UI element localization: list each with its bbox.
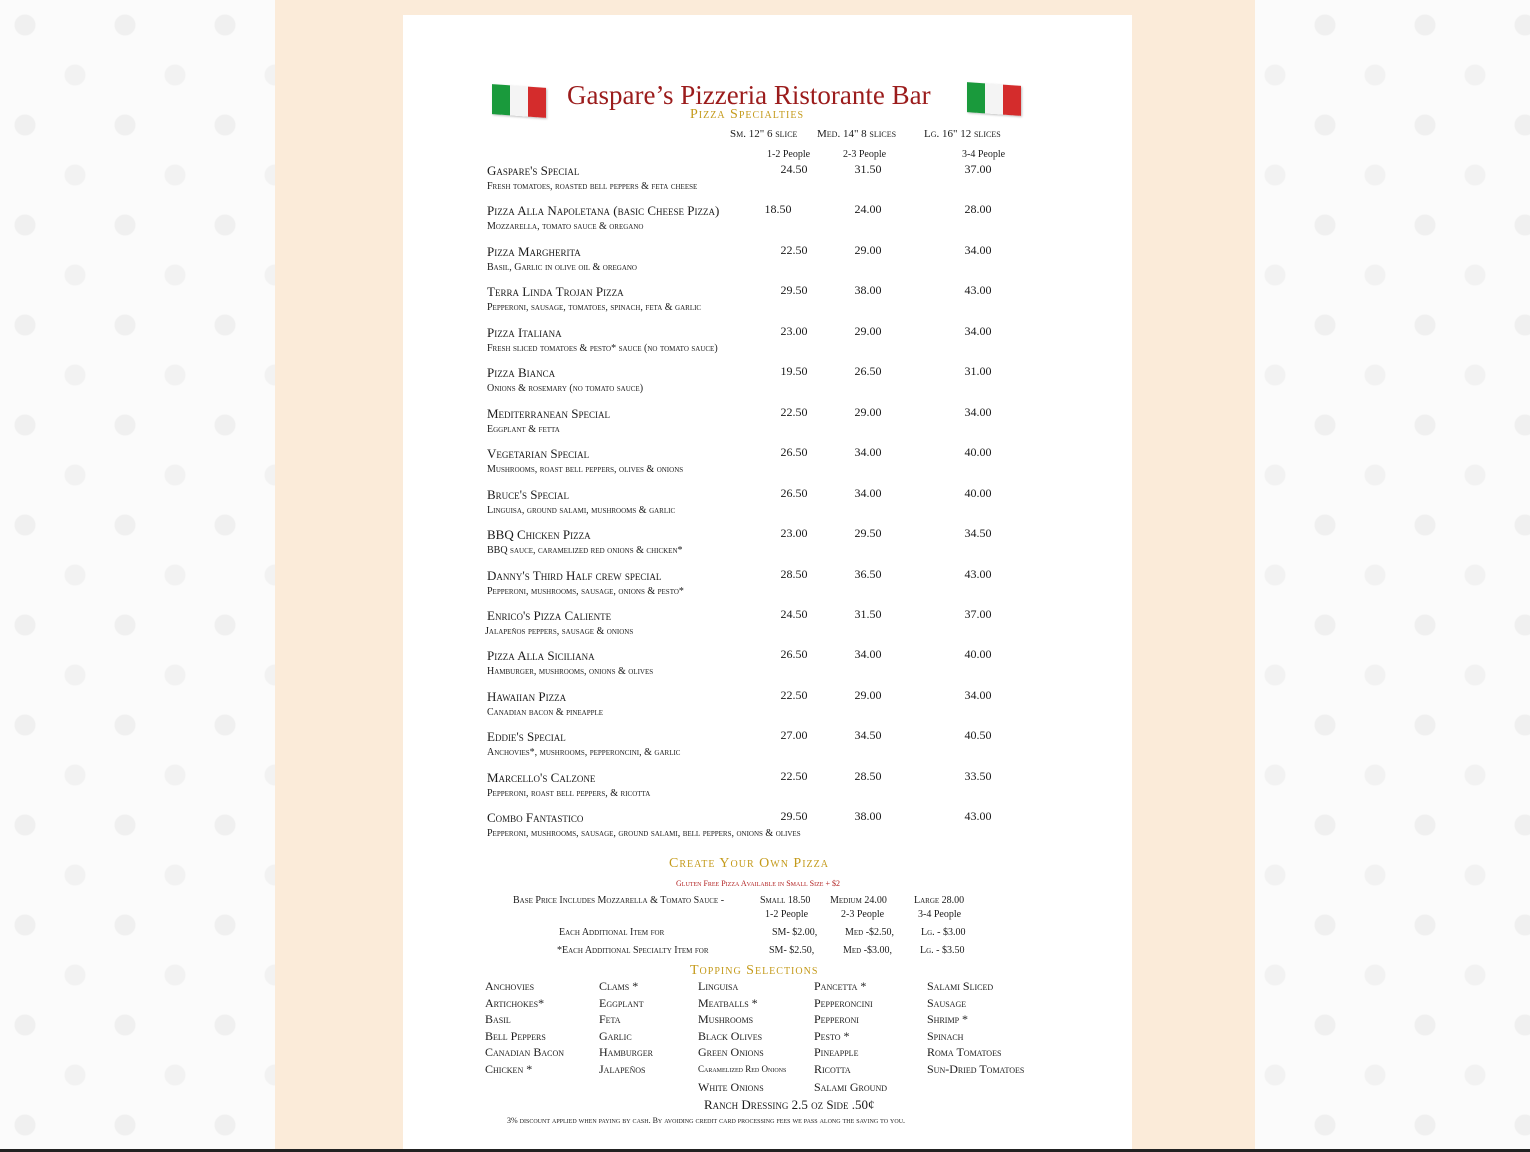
toppings-title: Topping Selections [690,963,819,978]
price-large: 37.00 [964,607,992,621]
price-small: 24.50 [780,162,808,176]
price-large: 28.00 [964,202,992,216]
price-large: 40.00 [964,486,992,500]
gluten-free-note: Gluten Free Pizza Available in Small Size + $2 [676,879,840,888]
additional-item-large: Lg. - $3.00 [921,927,966,938]
topping-item: Basil [485,1012,511,1026]
price-small: 22.50 [780,405,808,419]
size-header-large: Lg. 16" 12 slices [924,128,1001,140]
price-small: 28.50 [780,567,808,581]
price-small: 24.50 [780,607,808,621]
price-large: 43.00 [964,567,992,581]
price-medium: 29.00 [854,405,882,419]
pizza-description: Pepperoni, mushrooms, sausage, ground salami, bell peppers, onions & olives [487,828,801,839]
price-small: 19.50 [780,364,808,378]
topping-item: Mushrooms [698,1012,754,1026]
price-medium: 34.00 [854,486,882,500]
cyo-title: Create Your Own Pizza [669,856,829,871]
pizza-description: Pepperoni, sausage, tomatoes, spinach, feta & garlic [487,302,702,313]
price-large: 43.00 [964,283,992,297]
price-small: 26.50 [780,445,808,459]
price-medium: 34.00 [854,445,882,459]
size-header-medium: Med. 14" 8 slices [817,128,897,140]
topping-item: Bell Peppers [485,1029,546,1043]
topping-item: Roma Tomatoes [927,1045,1002,1059]
topping-item: Spinach [927,1029,964,1043]
pizza-description: Mushrooms, roast bell peppers, olives & onions [487,464,684,475]
topping-item: Shrimp * [927,1012,969,1026]
pizza-name: Bruce's Special [487,487,570,502]
price-medium: 34.50 [854,728,882,742]
price-large: 33.50 [964,769,992,783]
price-large: 40.00 [964,647,992,661]
people-large: 3-4 People [962,149,1006,160]
people-medium: 2-3 People [843,149,887,160]
topping-item: Jalapeños [599,1062,646,1076]
topping-item: Feta [599,1012,621,1026]
price-large: 34.00 [964,405,992,419]
pizza-name: Pizza Bianca [487,365,556,380]
pizza-description: Hamburger, mushrooms, onions & olives [487,666,654,677]
specialty-item-large: Lg. - $3.50 [920,945,965,956]
pizza-description: Jalapeños peppers, sausage & onions [485,626,634,637]
price-medium: 29.00 [854,688,882,702]
price-medium: 34.00 [854,647,882,661]
italian-flag-icon-right [967,82,1021,116]
pizza-description: Pepperoni, mushrooms, sausage, onions & pesto* [487,586,684,597]
pizza-description: Basil, Garlic in olive oil & oregano [487,262,637,273]
cyo-people-medium: 2-3 People [841,909,885,920]
price-medium: 31.50 [854,162,882,176]
price-small: 23.00 [780,526,808,540]
topping-item: Garlic [599,1029,632,1043]
price-medium: 38.00 [854,283,882,297]
topping-item: Chicken * [485,1062,533,1076]
base-price-medium: Medium 24.00 [830,895,887,906]
price-large: 43.00 [964,809,992,823]
pizza-description: Linguisa, ground salami, mushrooms & garlic [487,505,676,516]
additional-item-medium: Med -$2.50, [845,927,895,938]
topping-item: Pepperoncini [814,996,873,1010]
price-large: 34.00 [964,243,992,257]
pizza-name: Hawaiian Pizza [487,689,567,704]
price-small: 26.50 [780,486,808,500]
topping-item: Salami Ground [814,1080,888,1094]
people-small: 1-2 People [767,149,811,160]
topping-item: Canadian Bacon [485,1045,565,1059]
pizza-description: Mozzarella, tomato sauce & oregano [487,221,644,232]
price-medium: 29.00 [854,324,882,338]
pizza-description: Eggplant & fetta [487,424,560,435]
pizza-description: Fresh sliced tomatoes & pesto* sauce (no tomato sauce) [487,343,718,354]
italian-flag-icon-left [492,84,546,118]
topping-item: Ricotta [814,1062,851,1076]
pizza-name: Pizza Margherita [487,244,581,259]
topping-item: Sun-Dried Tomatoes [927,1062,1025,1076]
additional-item-label: Each Additional Item for [559,927,665,938]
topping-item: Linguisa [698,979,739,993]
price-medium: 26.50 [854,364,882,378]
topping-item: Pancetta * [814,979,867,993]
pizza-description: Pepperoni, roast bell peppers, & ricotta [487,788,651,799]
price-large: 37.00 [964,162,992,176]
price-large: 40.00 [964,445,992,459]
price-small: 29.50 [780,283,808,297]
topping-item: Pineapple [814,1045,859,1059]
price-small: 22.50 [780,243,808,257]
specialty-item-small: SM- $2.50, [769,945,815,956]
pizza-description: Fresh tomatoes, roasted bell peppers & feta cheese [487,181,698,192]
pizza-name: Eddie's Special [487,729,566,744]
price-medium: 24.00 [854,202,882,216]
price-medium: 28.50 [854,769,882,783]
topping-item: Eggplant [599,996,644,1010]
price-large: 34.50 [964,526,992,540]
cyo-people-small: 1-2 People [765,909,809,920]
price-large: 31.00 [964,364,992,378]
price-small: 18.50 [764,202,792,216]
pizza-name: BBQ Chicken Pizza [487,527,591,542]
price-small: 27.00 [780,728,808,742]
specialty-item-label: *Each Additional Specialty Item for [557,945,709,956]
price-small: 22.50 [780,769,808,783]
restaurant-title: Gaspare’s Pizzeria Ristorante Bar [567,80,931,110]
price-medium: 29.00 [854,243,882,257]
pizza-name: Pizza Alla Napoletana (basic Cheese Pizza) [487,203,720,218]
price-small: 23.00 [780,324,808,338]
base-price-large: Large 28.00 [914,895,965,906]
pizza-name: Pizza Italiana [487,325,562,340]
specialty-item-medium: Med -$3.00, [843,945,893,956]
price-small: 22.50 [780,688,808,702]
pizza-name: Marcello's Calzone [487,770,596,785]
size-header-small: Sm. 12" 6 slice [730,128,798,140]
cyo-people-large: 3-4 People [918,909,962,920]
pizza-name: Danny's Third Half crew special [487,568,662,583]
price-large: 34.00 [964,324,992,338]
price-medium: 29.50 [854,526,882,540]
ranch-dressing: Ranch Dressing 2.5 oz Side .50¢ [704,1097,875,1112]
price-large: 34.00 [964,688,992,702]
topping-item: Artichokes* [485,996,545,1010]
section-title-pizza-specialties: Pizza Specialties [690,107,805,122]
pizza-name: Combo Fantastico [487,810,584,825]
topping-item: Sausage [927,996,967,1010]
topping-item: Pepperoni [814,1012,859,1026]
pizza-name: Terra Linda Trojan Pizza [487,284,624,299]
pizza-name: Pizza Alla Siciliana [487,648,595,663]
cash-discount-note: 3% discount applied when paying by cash. By avoiding credit card processing fees we pass along the saving to you. [507,1116,906,1125]
topping-item: Hamburger [599,1045,654,1059]
pizza-description: Onions & rosemary (no tomato sauce) [487,383,644,394]
pizza-description: Anchovies*, mushrooms, pepperoncini, & garlic [487,747,681,758]
topping-item: Pesto * [814,1029,850,1043]
price-large: 40.50 [964,728,992,742]
price-medium: 36.50 [854,567,882,581]
pizza-name: Mediterranean Special [487,406,611,421]
topping-item: Clams * [599,979,639,993]
topping-item: Anchovies [485,979,535,993]
pizza-name: Gaspare's Special [487,163,580,178]
topping-item: Black Olives [698,1029,763,1043]
pizza-name: Vegetarian Special [487,446,590,461]
pizza-name: Enrico's Pizza Caliente [487,608,612,623]
additional-item-small: SM- $2.00, [772,927,818,938]
price-medium: 38.00 [854,809,882,823]
pizza-description: Canadian bacon & pineapple [487,707,604,718]
price-small: 26.50 [780,647,808,661]
pizza-description: BBQ sauce, caramelized red onions & chicken* [487,545,683,556]
price-small: 29.50 [780,809,808,823]
topping-item: Green Onions [698,1045,764,1059]
topping-item: White Onions [698,1080,764,1094]
base-price-label: Base Price Includes Mozzarella & Tomato Sauce - [513,895,725,906]
topping-item: Caramelized Red Onions [698,1064,787,1074]
base-price-small: Small 18.50 [760,895,811,906]
topping-item: Salami Sliced [927,979,994,993]
price-medium: 31.50 [854,607,882,621]
topping-item: Meatballs * [698,996,758,1010]
